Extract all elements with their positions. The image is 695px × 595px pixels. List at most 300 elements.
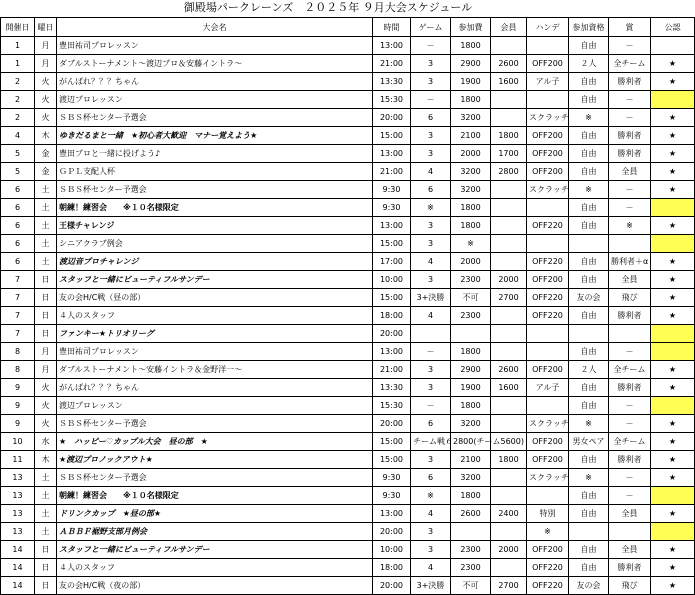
cell-day: 10 <box>1 433 35 451</box>
cell-prize: ※ <box>609 217 651 235</box>
cell-fee: 不可 <box>451 577 491 595</box>
cell-dow: 土 <box>35 505 57 523</box>
table-row <box>1 415 695 433</box>
cell-prize: － <box>609 397 651 415</box>
cell-certified: ★ <box>651 451 695 469</box>
cell-certified: ★ <box>651 271 695 289</box>
cell-qualification: ２人 <box>569 55 609 73</box>
cell-member-fee: 2800 <box>491 163 527 181</box>
table-row <box>1 325 695 343</box>
cell-prize: 飛び <box>609 289 651 307</box>
cell-member-fee <box>491 397 527 415</box>
cell-games: 3 <box>411 235 451 253</box>
col-qualification: 参加資格 <box>569 18 609 37</box>
cell-time: 18:00 <box>373 559 411 577</box>
cell-fee <box>451 523 491 541</box>
cell-certified: ★ <box>651 505 695 523</box>
cell-prize: 全員 <box>609 163 651 181</box>
table-row <box>1 253 695 271</box>
cell-qualification: 自由 <box>569 37 609 55</box>
cell-dow: 土 <box>35 199 57 217</box>
cell-fee: 1800 <box>451 91 491 109</box>
cell-dow: 水 <box>35 433 57 451</box>
cell-dow: 火 <box>35 91 57 109</box>
cell-time: 15:30 <box>373 91 411 109</box>
cell-certified <box>651 91 695 109</box>
cell-certified: ★ <box>651 163 695 181</box>
cell-handicap: OFF220 <box>527 253 569 271</box>
cell-certified: ★ <box>651 415 695 433</box>
cell-member-fee: 2600 <box>491 55 527 73</box>
cell-qualification <box>569 325 609 343</box>
cell-dow: 土 <box>35 487 57 505</box>
cell-day: 6 <box>1 235 35 253</box>
cell-qualification: 友の会 <box>569 577 609 595</box>
cell-certified <box>651 325 695 343</box>
cell-handicap: ※ <box>527 523 569 541</box>
cell-day: 7 <box>1 307 35 325</box>
cell-member-fee <box>491 307 527 325</box>
cell-dow: 木 <box>35 127 57 145</box>
cell-day: 1 <box>1 55 35 73</box>
cell-qualification: 自由 <box>569 271 609 289</box>
cell-time: 20:00 <box>373 415 411 433</box>
cell-fee: 1800 <box>451 397 491 415</box>
cell-prize: － <box>609 487 651 505</box>
cell-event-name: スタッフと一緒にビューティフルサンデー <box>57 541 373 559</box>
cell-event-name: ゆきだるまと一緒 ★初心者大歓迎 マナー覚えよう★ <box>57 127 373 145</box>
col-member: 会員 <box>491 18 527 37</box>
cell-event-name: ファンキー★トリオリーグ <box>57 325 373 343</box>
cell-event-name: ★渡辺プロノックアウト★ <box>57 451 373 469</box>
cell-member-fee <box>491 415 527 433</box>
cell-day: 14 <box>1 559 35 577</box>
table-row <box>1 451 695 469</box>
cell-handicap: OFF200 <box>527 361 569 379</box>
cell-prize: 全員 <box>609 541 651 559</box>
cell-games: ※ <box>411 487 451 505</box>
cell-certified <box>651 487 695 505</box>
col-handicap: ハンデ <box>527 18 569 37</box>
cell-day: 1 <box>1 37 35 55</box>
cell-prize: 勝利者 <box>609 451 651 469</box>
cell-games: － <box>411 37 451 55</box>
cell-qualification: 自由 <box>569 541 609 559</box>
cell-member-fee <box>491 559 527 577</box>
cell-prize: 全員 <box>609 505 651 523</box>
cell-time: 13:00 <box>373 343 411 361</box>
cell-prize <box>609 325 651 343</box>
cell-fee: 2300 <box>451 307 491 325</box>
cell-fee: 1900 <box>451 73 491 91</box>
cell-fee: 2100 <box>451 451 491 469</box>
cell-certified: ★ <box>651 73 695 91</box>
cell-handicap: 特別 <box>527 505 569 523</box>
cell-event-name: 豊田祐司プロレッスン <box>57 343 373 361</box>
cell-fee: 3200 <box>451 415 491 433</box>
cell-prize: 全チーム <box>609 433 651 451</box>
cell-prize: － <box>609 199 651 217</box>
cell-event-name: 朝練！練習会 ※１０名様限定 <box>57 487 373 505</box>
cell-handicap: スクラッチ <box>527 469 569 487</box>
cell-time: 13:00 <box>373 37 411 55</box>
cell-member-fee: 1600 <box>491 73 527 91</box>
table-row <box>1 469 695 487</box>
cell-prize: 勝利者＋α <box>609 253 651 271</box>
cell-event-name: ドリンクカップ ★昼の部★ <box>57 505 373 523</box>
cell-games: 3 <box>411 523 451 541</box>
table-row <box>1 487 695 505</box>
cell-games: 3 <box>411 541 451 559</box>
cell-event-name: がんばれ？？？ちゃん <box>57 379 373 397</box>
cell-dow: 月 <box>35 55 57 73</box>
cell-day: 13 <box>1 487 35 505</box>
cell-event-name: スタッフと一緒にビューティフルサンデー <box>57 271 373 289</box>
col-games: ゲーム <box>411 18 451 37</box>
cell-day: 6 <box>1 181 35 199</box>
cell-member-fee <box>491 343 527 361</box>
cell-day: 8 <box>1 343 35 361</box>
cell-prize: － <box>609 181 651 199</box>
cell-dow: 土 <box>35 217 57 235</box>
cell-handicap: スクラッチ <box>527 181 569 199</box>
cell-qualification: 自由 <box>569 73 609 91</box>
cell-member-fee: 1600 <box>491 379 527 397</box>
cell-time: 15:00 <box>373 433 411 451</box>
cell-member-fee <box>491 235 527 253</box>
cell-fee: 2300 <box>451 271 491 289</box>
cell-dow: 火 <box>35 73 57 91</box>
table-row <box>1 181 695 199</box>
cell-day: 6 <box>1 199 35 217</box>
cell-member-fee: 2000 <box>491 271 527 289</box>
cell-member-fee <box>491 217 527 235</box>
cell-event-name: ＧＰＬ支配人杯 <box>57 163 373 181</box>
cell-day: 9 <box>1 415 35 433</box>
cell-qualification: 自由 <box>569 199 609 217</box>
cell-certified: ★ <box>651 361 695 379</box>
cell-handicap <box>527 37 569 55</box>
cell-prize: 勝利者 <box>609 73 651 91</box>
cell-fee: 2600 <box>451 505 491 523</box>
cell-day: 13 <box>1 469 35 487</box>
cell-member-fee: 2000 <box>491 541 527 559</box>
cell-prize: 勝利者 <box>609 127 651 145</box>
cell-certified: ★ <box>651 181 695 199</box>
cell-certified: ★ <box>651 469 695 487</box>
cell-time: 15:30 <box>373 397 411 415</box>
cell-certified: ★ <box>651 55 695 73</box>
cell-games: 4 <box>411 163 451 181</box>
cell-certified: ★ <box>651 127 695 145</box>
cell-day: 2 <box>1 109 35 127</box>
cell-certified: ★ <box>651 145 695 163</box>
cell-day: 2 <box>1 73 35 91</box>
cell-qualification: 自由 <box>569 343 609 361</box>
cell-member-fee: 1700 <box>491 145 527 163</box>
cell-dow: 木 <box>35 451 57 469</box>
cell-time: 15:00 <box>373 235 411 253</box>
cell-fee: 2300 <box>451 541 491 559</box>
cell-prize: 飛び <box>609 577 651 595</box>
col-fee: 参加費 <box>451 18 491 37</box>
cell-day: 4 <box>1 127 35 145</box>
cell-dow: 土 <box>35 181 57 199</box>
cell-games: 4 <box>411 307 451 325</box>
cell-certified: ★ <box>651 109 695 127</box>
cell-dow: 土 <box>35 523 57 541</box>
table-row <box>1 235 695 253</box>
cell-time: 10:00 <box>373 271 411 289</box>
cell-time: 9:30 <box>373 487 411 505</box>
table-row <box>1 361 695 379</box>
cell-day: 7 <box>1 289 35 307</box>
cell-qualification: 友の会 <box>569 289 609 307</box>
cell-event-name: ＳＢＳ杯センター予選会 <box>57 181 373 199</box>
cell-prize: － <box>609 469 651 487</box>
cell-time: 15:00 <box>373 451 411 469</box>
cell-dow: 金 <box>35 145 57 163</box>
cell-event-name: 豊田プロと一緒に投げよう♪ <box>57 145 373 163</box>
cell-dow: 火 <box>35 109 57 127</box>
cell-certified <box>651 343 695 361</box>
cell-prize: － <box>609 37 651 55</box>
cell-games: 4 <box>411 559 451 577</box>
cell-qualification: 男女ペア <box>569 433 609 451</box>
cell-fee: 2800(チーム5600) <box>451 433 491 451</box>
cell-handicap: アル子 <box>527 73 569 91</box>
table-row <box>1 73 695 91</box>
cell-qualification: 自由 <box>569 253 609 271</box>
cell-fee: 3200 <box>451 181 491 199</box>
cell-member-fee <box>491 91 527 109</box>
cell-day: 7 <box>1 325 35 343</box>
cell-dow: 月 <box>35 361 57 379</box>
cell-fee: 1800 <box>451 199 491 217</box>
cell-time: 9:30 <box>373 469 411 487</box>
cell-handicap: OFF200 <box>527 127 569 145</box>
cell-member-fee <box>491 487 527 505</box>
cell-dow: 月 <box>35 37 57 55</box>
cell-games: － <box>411 91 451 109</box>
cell-certified <box>651 397 695 415</box>
cell-dow: 火 <box>35 415 57 433</box>
cell-games: チーム戦６ <box>411 433 451 451</box>
table-row <box>1 379 695 397</box>
cell-event-name: 渡辺プロレッスン <box>57 91 373 109</box>
cell-fee: 2900 <box>451 361 491 379</box>
cell-qualification: ※ <box>569 469 609 487</box>
cell-prize: 全チーム <box>609 55 651 73</box>
cell-event-name: ４人のスタッフ <box>57 307 373 325</box>
cell-certified: ★ <box>651 577 695 595</box>
cell-fee: 不可 <box>451 289 491 307</box>
cell-prize: 勝利者 <box>609 145 651 163</box>
cell-prize: 全員 <box>609 271 651 289</box>
cell-games: 6 <box>411 469 451 487</box>
cell-handicap: OFF200 <box>527 451 569 469</box>
col-name: 大会名 <box>57 18 373 37</box>
cell-dow: 土 <box>35 253 57 271</box>
cell-event-name: ＳＢＳ杯センター予選会 <box>57 469 373 487</box>
cell-handicap: OFF220 <box>527 307 569 325</box>
cell-handicap <box>527 199 569 217</box>
cell-qualification: 自由 <box>569 91 609 109</box>
cell-dow: 日 <box>35 307 57 325</box>
cell-event-name: 豊田祐司プロレッスン <box>57 37 373 55</box>
cell-certified: ★ <box>651 307 695 325</box>
cell-time: 17:00 <box>373 253 411 271</box>
cell-certified: ★ <box>651 559 695 577</box>
table-row <box>1 523 695 541</box>
cell-event-name: ＳＢＳ杯センター予選会 <box>57 415 373 433</box>
cell-fee: 1800 <box>451 343 491 361</box>
cell-time: 21:00 <box>373 361 411 379</box>
cell-qualification: ※ <box>569 109 609 127</box>
cell-member-fee: 2600 <box>491 361 527 379</box>
cell-certified <box>651 37 695 55</box>
cell-time: 13:30 <box>373 379 411 397</box>
cell-event-name: 朝練！練習会 ※１０名様限定 <box>57 199 373 217</box>
cell-member-fee <box>491 253 527 271</box>
header-row <box>1 18 695 37</box>
cell-day: 5 <box>1 145 35 163</box>
cell-event-name: 友の会H/C戦（夜の部） <box>57 577 373 595</box>
cell-fee: 3200 <box>451 163 491 181</box>
table-row <box>1 163 695 181</box>
cell-event-name: 友の会H/C戦（昼の部） <box>57 289 373 307</box>
cell-fee: 1800 <box>451 37 491 55</box>
table-row <box>1 145 695 163</box>
cell-handicap: OFF220 <box>527 577 569 595</box>
cell-member-fee: 2700 <box>491 577 527 595</box>
table-row <box>1 91 695 109</box>
table-row <box>1 289 695 307</box>
cell-handicap: OFF200 <box>527 163 569 181</box>
table-row <box>1 505 695 523</box>
cell-handicap: OFF220 <box>527 559 569 577</box>
cell-games: ※ <box>411 199 451 217</box>
cell-prize: － <box>609 91 651 109</box>
cell-member-fee <box>491 181 527 199</box>
cell-games: 3 <box>411 379 451 397</box>
cell-event-name: ダブルストーナメント～渡辺プロ＆安藤イントラ～ <box>57 55 373 73</box>
cell-certified <box>651 523 695 541</box>
cell-time: 13:00 <box>373 145 411 163</box>
cell-fee: 1800 <box>451 487 491 505</box>
cell-dow: 日 <box>35 541 57 559</box>
cell-member-fee: 1800 <box>491 127 527 145</box>
cell-certified <box>651 235 695 253</box>
cell-member-fee <box>491 37 527 55</box>
cell-handicap: OFF200 <box>527 433 569 451</box>
cell-fee: 3200 <box>451 469 491 487</box>
cell-games: 3+決勝 <box>411 289 451 307</box>
table-row <box>1 307 695 325</box>
cell-time: 9:30 <box>373 199 411 217</box>
cell-dow: 日 <box>35 271 57 289</box>
cell-time: 20:00 <box>373 577 411 595</box>
cell-day: 9 <box>1 397 35 415</box>
cell-handicap <box>527 343 569 361</box>
cell-dow: 土 <box>35 469 57 487</box>
cell-qualification: 自由 <box>569 397 609 415</box>
cell-games: 3 <box>411 145 451 163</box>
cell-games: 6 <box>411 181 451 199</box>
cell-handicap: OFF200 <box>527 145 569 163</box>
cell-qualification: 自由 <box>569 217 609 235</box>
cell-fee: 2900 <box>451 55 491 73</box>
cell-handicap: アル子 <box>527 379 569 397</box>
cell-time: 13:00 <box>373 217 411 235</box>
cell-qualification <box>569 235 609 253</box>
cell-games <box>411 325 451 343</box>
cell-games: 3 <box>411 451 451 469</box>
cell-handicap: OFF200 <box>527 541 569 559</box>
cell-handicap <box>527 235 569 253</box>
table-row <box>1 397 695 415</box>
cell-member-fee <box>491 469 527 487</box>
cell-qualification: 自由 <box>569 559 609 577</box>
cell-prize: 勝利者 <box>609 379 651 397</box>
cell-event-name: シニアクラブ例会 <box>57 235 373 253</box>
cell-event-name: ＳＢＳ杯センター予選会 <box>57 109 373 127</box>
cell-day: 7 <box>1 271 35 289</box>
cell-qualification: ２人 <box>569 361 609 379</box>
cell-handicap <box>527 397 569 415</box>
cell-games: 3 <box>411 127 451 145</box>
col-certified: 公認 <box>651 18 695 37</box>
table-row <box>1 433 695 451</box>
cell-day: 13 <box>1 523 35 541</box>
cell-handicap: OFF220 <box>527 217 569 235</box>
cell-dow: 日 <box>35 289 57 307</box>
table-row <box>1 199 695 217</box>
table-row <box>1 109 695 127</box>
cell-time: 21:00 <box>373 55 411 73</box>
cell-dow: 日 <box>35 325 57 343</box>
cell-prize: 全チーム <box>609 361 651 379</box>
cell-qualification: 自由 <box>569 487 609 505</box>
cell-time: 10:00 <box>373 541 411 559</box>
cell-day: 6 <box>1 217 35 235</box>
cell-time: 20:00 <box>373 325 411 343</box>
cell-prize <box>609 235 651 253</box>
cell-games: 3 <box>411 55 451 73</box>
cell-dow: 土 <box>35 235 57 253</box>
cell-day: 6 <box>1 253 35 271</box>
cell-day: 2 <box>1 91 35 109</box>
cell-qualification: 自由 <box>569 127 609 145</box>
cell-time: 13:00 <box>373 505 411 523</box>
cell-games: 6 <box>411 109 451 127</box>
cell-games: － <box>411 397 451 415</box>
cell-time: 21:00 <box>373 163 411 181</box>
cell-member-fee <box>491 325 527 343</box>
cell-day: 14 <box>1 541 35 559</box>
cell-event-name: 渡辺音プロチャレンジ <box>57 253 373 271</box>
cell-certified: ★ <box>651 253 695 271</box>
cell-time: 15:00 <box>373 289 411 307</box>
cell-dow: 火 <box>35 379 57 397</box>
cell-dow: 月 <box>35 343 57 361</box>
cell-dow: 日 <box>35 559 57 577</box>
table-row <box>1 37 695 55</box>
cell-day: 11 <box>1 451 35 469</box>
table-row <box>1 55 695 73</box>
cell-event-name: 王様チャレンジ <box>57 217 373 235</box>
cell-games: 3 <box>411 73 451 91</box>
